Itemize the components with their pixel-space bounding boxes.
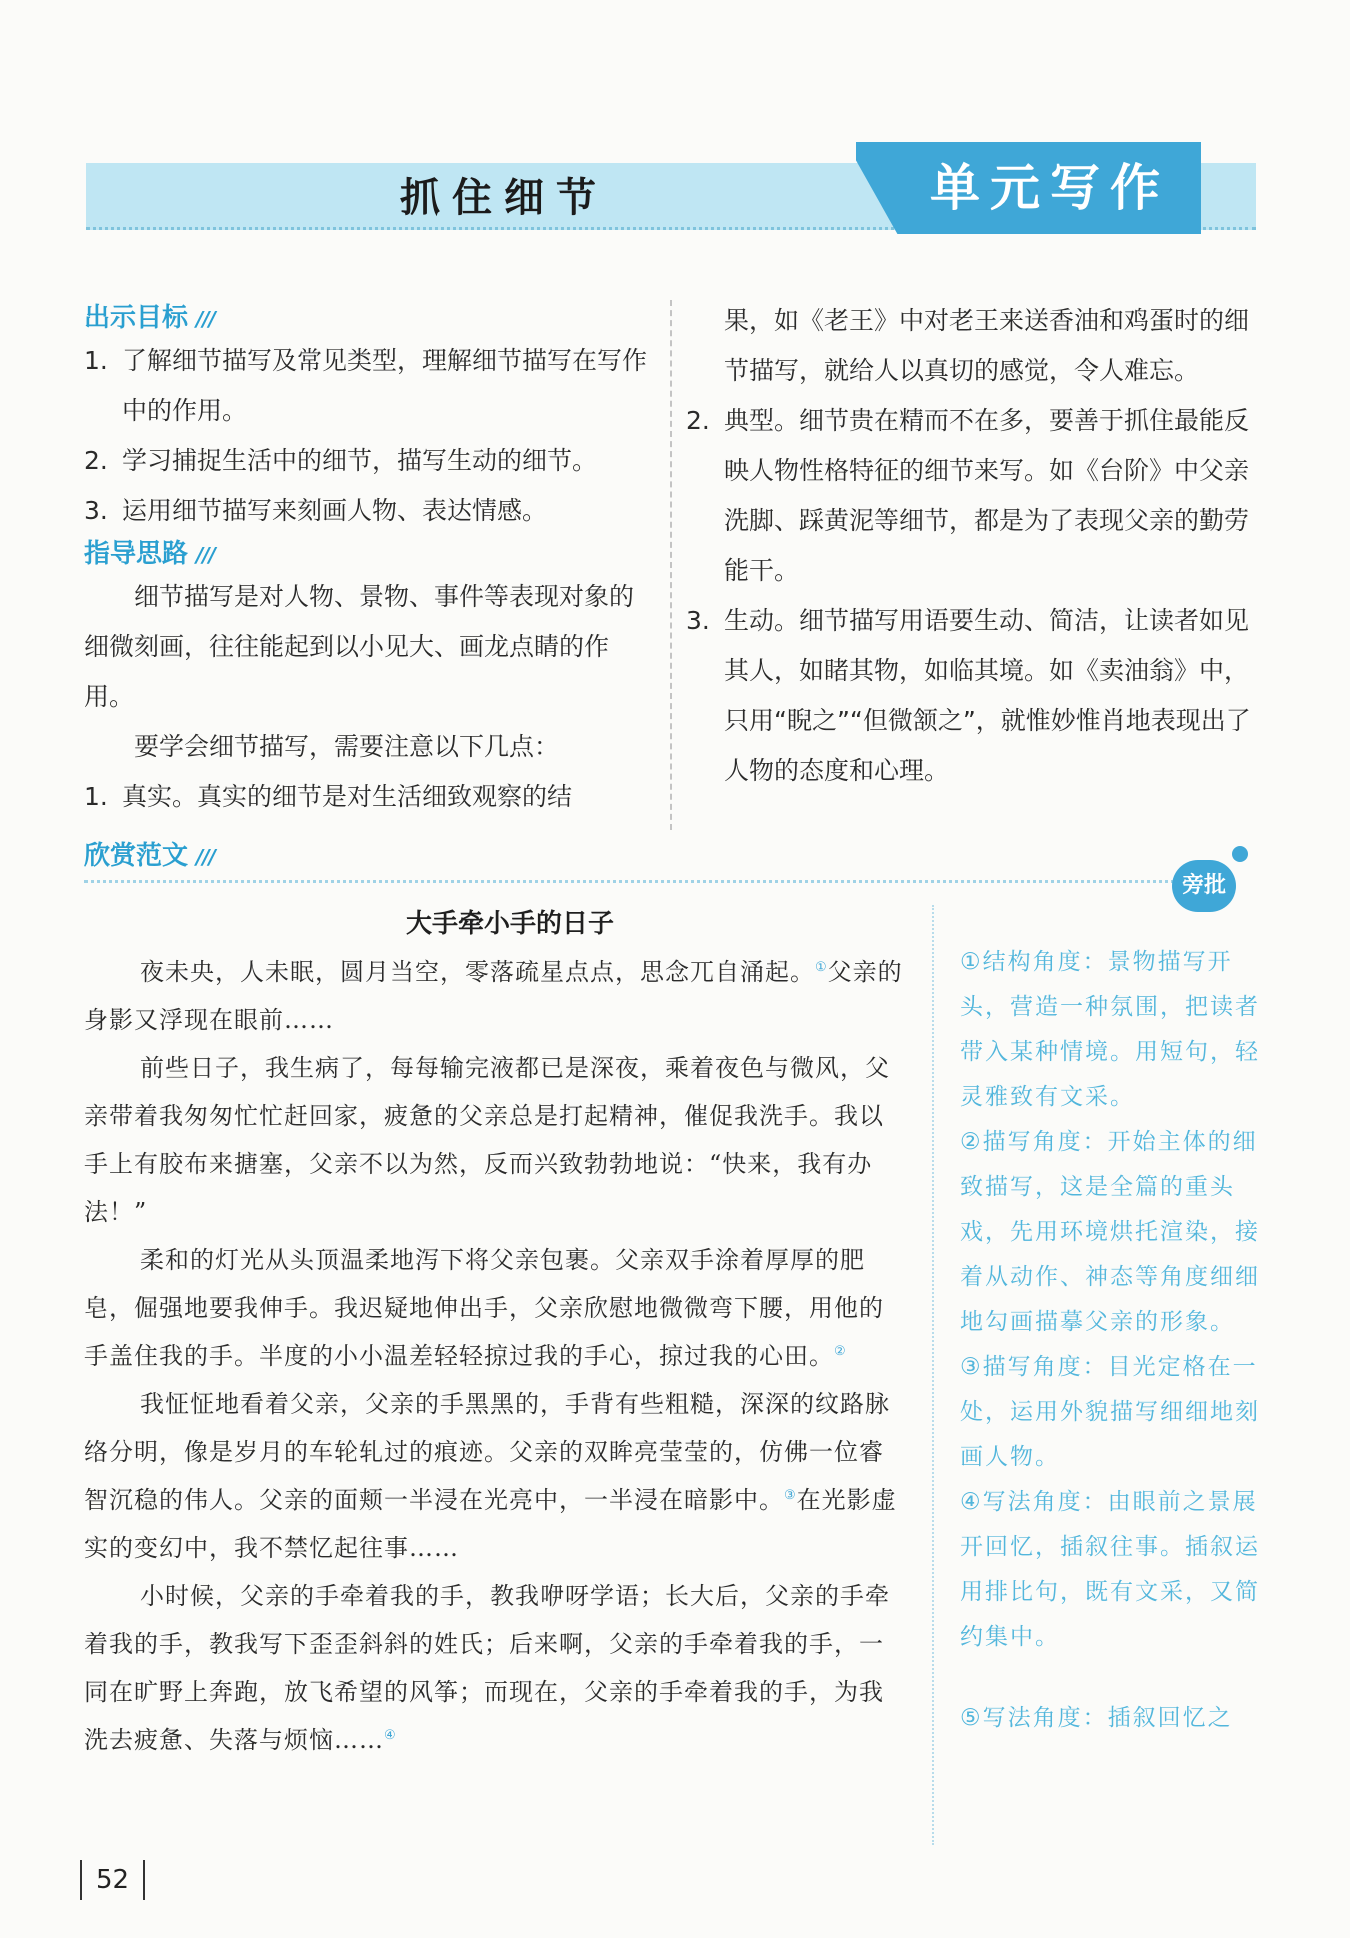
- guide-point: [686, 596, 1256, 796]
- essay-paragraph: 前些日子，我生病了，每每输完液都已是深夜，乘着夜色与微风，父亲带着我匆匆忙忙赶回家，疲惫的父亲总是打起精神，催促我洗手。我以手上有胶布来搪塞，父亲不以为然，反而兴致勃勃地说：“快来，我有办法！”: [84, 1054, 890, 1226]
- goal-item: [84, 486, 654, 536]
- side-note: ④写法角度：由眼前之景展开回忆，插叙往事。插叙运用排比句，既有文采，又简约集中。: [960, 1489, 1260, 1650]
- essay-text: 在光影虚实的变幻中，我不禁忆起往事……: [84, 1486, 897, 1562]
- side-note: ②描写角度：开始主体的细致描写，这是全篇的重头戏，先用环境烘托渲染，接着从动作、神态等角度细细地勾画描摹父亲的形象。: [960, 1129, 1260, 1335]
- side-note: ⑤写法角度：插叙回忆之: [960, 1705, 1233, 1731]
- note-marker: ②: [834, 1344, 847, 1359]
- goal-number: 3.: [84, 496, 108, 525]
- guide-heading: [84, 536, 654, 572]
- essay-text: 父亲的身影又浮现在眼前……: [84, 958, 903, 1034]
- point-text: 典型。细节贵在精而不在多，要善于抓住最能反映人物性格特征的细节来写。如《台阶》中父亲洗脚、踩黄泥等细节，都是为了表现父亲的勤劳能干。: [724, 406, 1250, 585]
- note-marker: ①: [815, 960, 828, 975]
- essay-body: [84, 948, 904, 1764]
- point-text: 生动。细节描写用语要生动、简洁，让读者如见其人，如睹其物，如临其境。如《卖油翁》中，只用“睨之”“但微颔之”，就惟妙惟肖地表现出了人物的态度和心理。: [724, 606, 1251, 785]
- sample-heading: [84, 838, 215, 874]
- column-divider: [670, 300, 672, 830]
- point-number: 3.: [686, 606, 710, 635]
- essay-paragraph: [84, 948, 904, 1044]
- side-notes: [960, 940, 1260, 1741]
- goal-item: [84, 336, 654, 436]
- essay-text: 夜未央，人未眠，圆月当空，零落疏星点点，思念兀自涌起。: [140, 958, 815, 986]
- page-number: 52: [80, 1860, 145, 1900]
- side-note: ③描写角度：目光定格在一处，运用外貌描写细细地刻画人物。: [960, 1354, 1260, 1470]
- side-note-divider: [932, 905, 934, 1845]
- left-column: [84, 300, 654, 822]
- goal-number: 1.: [84, 346, 108, 375]
- goals-list: [84, 336, 654, 536]
- essay-text: 我怔怔地看着父亲，父亲的手黑黑的，手背有些粗糙，深深的纹路脉络分明，像是岁月的车轮轧过的痕迹。父亲的双眸亮莹莹的，仿佛一位睿智沉稳的伟人。父亲的面颊一半浸在光亮中，一半浸在暗影中。: [84, 1390, 890, 1514]
- goal-text: 了解细节描写及常见类型，理解细节描写在写作中的作用。: [122, 346, 648, 425]
- heading-slashes: ///: [196, 543, 215, 567]
- essay-title: 大手牵小手的日子: [405, 909, 614, 939]
- heading-slashes: ///: [196, 307, 215, 331]
- goal-item: [84, 436, 654, 486]
- side-note-badge: 旁批: [1172, 860, 1236, 912]
- point1-continued: 果，如《老王》中对老王来送香油和鸡蛋时的细节描写，就给人以真切的感觉，令人难忘。: [724, 306, 1250, 385]
- essay-text: 柔和的灯光从头顶温柔地泻下将父亲包裹。父亲双手涂着厚厚的肥皂，倔强地要我伸手。我迟疑地伸出手，父亲欣慰地微微弯下腰，用他的手盖住我的手。半度的小小温差轻轻掠过我的手心，掠过我的心田。: [84, 1246, 884, 1370]
- goal-text: 学习捕捉生活中的细节，描写生动的细节。: [122, 446, 598, 475]
- goal-text: 运用细节描写来刻画人物、表达情感。: [122, 496, 548, 525]
- note-marker: ③: [784, 1488, 797, 1503]
- point-text: 真实。真实的细节是对生活细致观察的结: [122, 782, 573, 811]
- essay-paragraph: [84, 1572, 904, 1764]
- right-column: [686, 296, 1256, 796]
- essay-text: 小时候，父亲的手牵着我的手，教我咿呀学语；长大后，父亲的手牵着我的手，教我写下歪歪斜斜的姓氏；后来啊，父亲的手牵着我的手，一同在旷野上奔跑，放飞希望的风筝；而现在，父亲的手牵着我的手，为我洗去疲惫、失落与烦恼……: [84, 1582, 890, 1754]
- guide-lead: 要学会细节描写，需要注意以下几点：: [134, 732, 560, 761]
- sample-heading-text: 欣赏范文: [84, 841, 189, 871]
- guide-intro: 细节描写是对人物、景物、事件等表现对象的细微刻画，往往能起到以小见大、画龙点睛的作用。: [84, 582, 635, 711]
- note-marker: ④: [384, 1728, 397, 1743]
- badge-dot: [1232, 846, 1248, 862]
- goals-heading: [84, 300, 654, 336]
- guide-text: [84, 572, 654, 822]
- side-note: ①结构角度：景物描写开头，营造一种氛围，把读者带入某种情境。用短句，轻灵雅致有文采。: [960, 949, 1260, 1110]
- guide-heading-text: 指导思路: [84, 539, 189, 569]
- unit-tab-label: 单元写作: [930, 159, 1170, 217]
- guide-point: [686, 396, 1256, 596]
- essay-paragraph: [84, 1236, 904, 1380]
- point-number: 2.: [686, 406, 710, 435]
- section-separator: [84, 880, 1224, 883]
- topic-title: 抓住细节: [400, 174, 608, 221]
- point-number: 1.: [84, 782, 108, 811]
- essay-paragraph: [84, 1380, 904, 1572]
- goal-number: 2.: [84, 446, 108, 475]
- goals-heading-text: 出示目标: [84, 303, 189, 333]
- guide-point: [84, 772, 654, 822]
- heading-slashes: ///: [196, 845, 215, 869]
